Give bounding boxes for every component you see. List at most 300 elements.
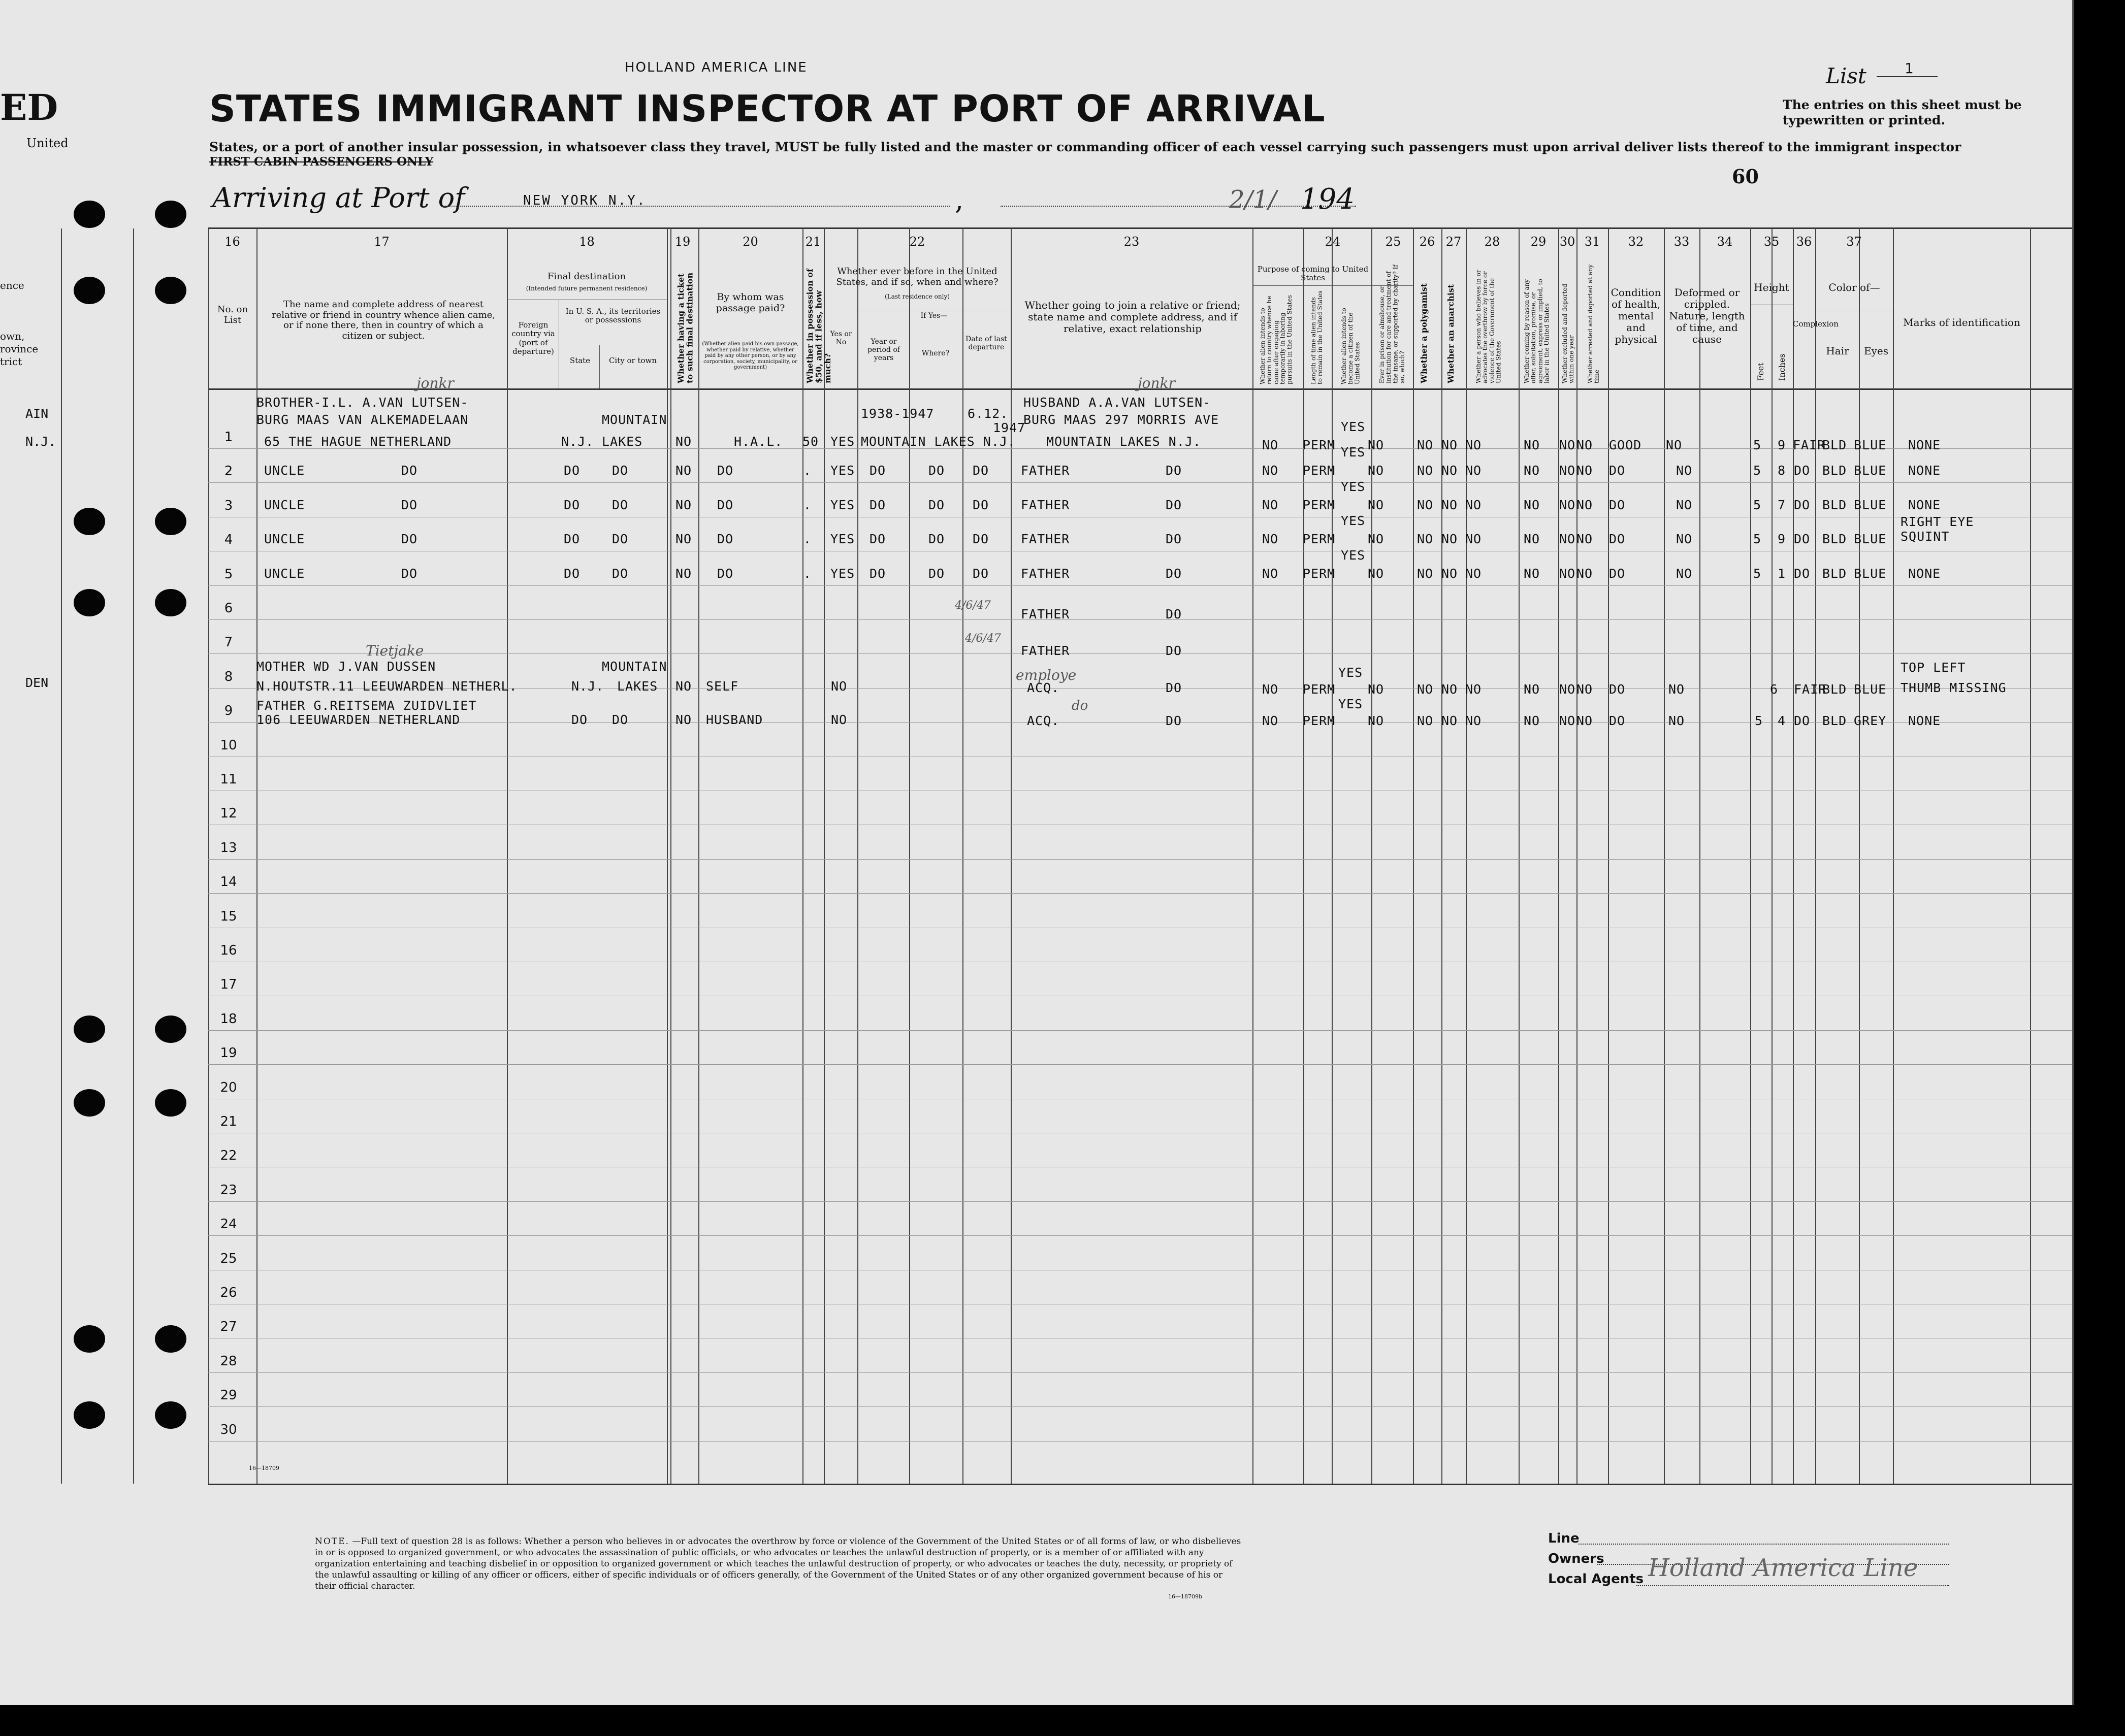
- entry-cell: DO: [1794, 498, 1811, 512]
- col-num: 37: [1846, 235, 1862, 249]
- row-number: 1: [224, 430, 233, 445]
- entry-cell: NO: [1668, 713, 1685, 728]
- col-num: 35: [1763, 235, 1780, 249]
- entry-cell: DO: [1609, 682, 1626, 697]
- annot-2: jonkr: [1138, 375, 1175, 391]
- entry-cell: NO: [1441, 682, 1458, 697]
- entry-cell: NO: [1465, 566, 1482, 581]
- arriving-label: Arriving at Port of: [212, 182, 465, 214]
- entry-cell: DO: [973, 566, 989, 581]
- entry-cell: DO: [401, 498, 418, 512]
- row-number: 13: [220, 840, 237, 856]
- entry-cell: NO: [1441, 566, 1458, 581]
- entry-cell: BLD: [1822, 532, 1847, 546]
- hdr-foreign-country: Foreign country via (port of departure): [511, 320, 555, 356]
- entry-cell: DO: [571, 712, 588, 727]
- entry-cell: 5: [1753, 566, 1762, 581]
- hdr-hair: Hair: [1826, 345, 1849, 357]
- row-number: 29: [220, 1388, 237, 1403]
- form-code-2: 16—18709b: [1168, 1593, 1203, 1600]
- entry-cell: DO: [612, 498, 629, 512]
- entry-cell: 5: [1753, 438, 1762, 452]
- entry-cell: NO: [1559, 566, 1576, 581]
- entry-cell: NO: [1368, 566, 1385, 581]
- typewritten-note: The entries on this sheet must be typewritten or printed.: [1783, 97, 2022, 127]
- entry-cell: LAKES: [602, 434, 643, 449]
- entry-cell: NO: [831, 712, 848, 727]
- row-number: 23: [220, 1183, 237, 1198]
- entry-cell: DO: [401, 463, 418, 478]
- entry-cell: FATHER: [1021, 566, 1070, 581]
- col-num: 29: [1530, 235, 1547, 249]
- entry-cell: NONE: [1908, 713, 1941, 728]
- entry-cell: 50: [802, 434, 819, 449]
- entry-cell: YES: [830, 463, 855, 478]
- hdr-purpose: Purpose of coming to United States: [1257, 265, 1369, 283]
- entry-cell: DO: [870, 463, 886, 478]
- entry-cell: DO: [973, 498, 989, 512]
- entry-cell: YES: [1341, 513, 1366, 528]
- entry-cell: FAIR: [1794, 682, 1827, 697]
- entry-cell: DO: [401, 566, 418, 581]
- entry-cell: PERM: [1303, 498, 1336, 512]
- entry-cell: NO: [1524, 566, 1540, 581]
- entry-cell: 1947: [993, 420, 1026, 435]
- stub-text-4: AIN: [25, 406, 49, 421]
- local-agents-signature: Holland America Line: [1648, 1554, 1918, 1582]
- row-divider: [208, 1201, 2072, 1202]
- footnote: [315, 1536, 1244, 1592]
- left-stub: [0, 0, 208, 1705]
- hdr-state: State: [569, 356, 591, 365]
- row-number: 5: [224, 567, 233, 582]
- hdr-ticket: Whether having a ticket to such final destination: [676, 272, 695, 383]
- entry-cell: BLUE: [1854, 498, 1887, 512]
- entry-cell: 9: [1778, 438, 1786, 452]
- footnote-label: NOTE.: [315, 1536, 349, 1547]
- port-value: NEW YORK N.Y.: [523, 193, 647, 208]
- form-code: 16—18709: [249, 1465, 279, 1471]
- col-num: 33: [1673, 235, 1690, 249]
- hdr-anarchist: Whether an anarchist: [1446, 284, 1456, 383]
- entry-cell: UNCLE: [264, 532, 305, 546]
- entry-cell: DO: [1794, 713, 1811, 728]
- entry-cell: NO: [1262, 682, 1279, 697]
- entry-cell: DO: [564, 532, 581, 546]
- entry-cell: NO: [675, 679, 692, 694]
- entry-cell: 7: [1778, 498, 1786, 512]
- entry-cell: NONE: [1908, 438, 1941, 452]
- entry-cell: TOP LEFT: [1901, 660, 1966, 675]
- col-num: 28: [1484, 235, 1500, 249]
- entry-cell: BURG MAAS VAN ALKEMADELAAN: [256, 412, 469, 427]
- entry-cell: NONE: [1908, 566, 1941, 581]
- entry-cell: DO: [717, 463, 734, 478]
- entry-cell: DO: [564, 463, 581, 478]
- hdr-date-departure: Date of last departure: [965, 335, 1007, 352]
- entry-cell: DO: [612, 463, 629, 478]
- entry-cell: NO: [1465, 532, 1482, 546]
- local-agents-label: Local Agents: [1548, 1571, 1644, 1587]
- entry-cell: 5: [1753, 498, 1762, 512]
- stub-title-fragment: ED: [0, 86, 58, 128]
- entry-cell: NO: [1368, 713, 1385, 728]
- hdr-height: Height: [1754, 281, 1789, 293]
- entry-cell: BLUE: [1854, 682, 1887, 697]
- entry-cell: NO: [1559, 438, 1576, 452]
- entry-cell: RIGHT EYE SQUINT: [1901, 514, 1974, 544]
- list-label: List: [1826, 63, 1866, 88]
- entry-cell: NO: [1441, 532, 1458, 546]
- entry-cell: NO: [1465, 438, 1482, 452]
- entry-cell: NO: [1262, 566, 1279, 581]
- entry-cell: BLD: [1822, 713, 1847, 728]
- entry-cell: PERM: [1303, 438, 1336, 452]
- entry-cell: NO: [1465, 713, 1482, 728]
- hdr-complexion: Complexion: [1793, 319, 1839, 329]
- row-number: 7: [224, 635, 233, 650]
- entry-cell: YES: [1341, 445, 1366, 460]
- entry-cell: 6.12.: [968, 406, 1009, 421]
- entry-cell: NO: [1262, 532, 1279, 546]
- entry-cell: .: [803, 566, 812, 581]
- entry-cell: FATHER G.REITSEMA ZUIDVLIET: [256, 698, 477, 713]
- entry-cell: FATHER: [1021, 532, 1070, 546]
- entry-cell: NO: [1368, 463, 1385, 478]
- entry-cell: NO: [1668, 682, 1685, 697]
- entry-cell: 106 LEEUWARDEN NETHERLAND: [256, 712, 461, 727]
- entry-cell: DO: [870, 532, 886, 546]
- hdr-polygamist: Whether a polygamist: [1419, 283, 1429, 383]
- row-number: 6: [224, 601, 233, 616]
- entry-cell: NO: [1465, 463, 1482, 478]
- entry-cell: MOTHER WD J.VAN DUSSEN: [256, 659, 436, 674]
- row-number: 8: [224, 669, 233, 684]
- entry-cell: 9: [1778, 532, 1786, 546]
- annot-4: employe: [1016, 667, 1077, 683]
- row-number: 12: [220, 806, 237, 821]
- hdr-purpose-a: Whether alien intends to return to country whence he came after engaging temporarily in laboring pursuits in the United States: [1259, 295, 1293, 384]
- entry-cell: N.J.: [561, 434, 594, 449]
- entry-cell: BLUE: [1854, 532, 1887, 546]
- row-divider: [208, 1372, 2072, 1373]
- entry-cell: NO: [1559, 713, 1576, 728]
- page-title: STATES IMMIGRANT INSPECTOR AT PORT OF ARRIVAL: [209, 87, 1326, 130]
- entry-cell: NO: [675, 434, 692, 449]
- entry-cell: 5: [1753, 463, 1762, 478]
- entry-cell: NO: [675, 498, 692, 512]
- entry-cell: NO: [1465, 498, 1482, 512]
- hdr-if-yes: If Yes—: [920, 312, 948, 320]
- entry-cell: PERM: [1303, 463, 1336, 478]
- entry-cell: BLD: [1822, 682, 1847, 697]
- entry-cell: YES: [830, 566, 855, 581]
- row-number: 30: [220, 1422, 237, 1437]
- row-divider: [208, 722, 2072, 723]
- entry-cell: YES: [830, 532, 855, 546]
- annot-7: 4/6/47: [965, 632, 1001, 645]
- entry-cell: NO: [675, 712, 692, 727]
- row-divider: [208, 893, 2072, 894]
- class-stamp: FIRST CABIN PASSENGERS ONLY: [209, 155, 434, 169]
- entry-cell: BLD: [1822, 463, 1847, 478]
- entry-cell: PERM: [1303, 532, 1336, 546]
- row-divider: [208, 1441, 2072, 1442]
- entry-cell: BLUE: [1854, 566, 1887, 581]
- entry-cell: SELF: [706, 679, 739, 694]
- col-num: 16: [224, 235, 240, 249]
- entry-cell: GOOD: [1609, 438, 1642, 452]
- entry-cell: NO: [675, 566, 692, 581]
- entry-cell: 65 THE HAGUE NETHERLAND: [264, 434, 452, 449]
- entry-cell: DO: [612, 566, 629, 581]
- hdr-inches: Inches: [1777, 353, 1787, 381]
- entry-cell: BROTHER-I.L. A.VAN LUTSEN-: [256, 395, 469, 410]
- row-number: 2: [224, 464, 233, 479]
- entry-cell: 5: [1755, 713, 1763, 728]
- entry-cell: YES: [1338, 665, 1363, 680]
- col-num: 21: [805, 235, 821, 249]
- entry-cell: NO: [1576, 532, 1593, 546]
- hdr-purpose-b: Length of time alien intends to remain in the United States: [1310, 290, 1324, 384]
- entry-cell: NO: [1441, 438, 1458, 452]
- entry-cell: BLD: [1822, 566, 1847, 581]
- row-number: 28: [220, 1354, 237, 1369]
- entry-cell: DO: [1794, 532, 1811, 546]
- entry-cell: HUSBAND A.A.VAN LUTSEN-: [1023, 395, 1211, 410]
- line-label: Line: [1548, 1531, 1580, 1546]
- entry-cell: .: [803, 463, 812, 478]
- col-num: 30: [1559, 235, 1575, 249]
- col-num: 20: [743, 235, 758, 249]
- col-num: 24: [1325, 235, 1341, 249]
- entry-cell: YES: [830, 434, 855, 449]
- row-number: 20: [220, 1080, 237, 1095]
- entry-cell: UNCLE: [264, 566, 305, 581]
- row-divider: [208, 619, 2072, 620]
- entry-cell: DO: [1794, 463, 1811, 478]
- entry-cell: DO: [870, 566, 886, 581]
- entry-cell: YES: [1341, 419, 1366, 434]
- entry-cell: NO: [1576, 682, 1593, 697]
- entry-cell: 8: [1778, 463, 1786, 478]
- entry-cell: DO: [928, 463, 945, 478]
- entry-cell: 6: [1770, 682, 1779, 697]
- entry-cell: H.A.L.: [734, 434, 783, 449]
- hdr-year-period: Year or period of years: [867, 338, 900, 363]
- date-handwritten: 2/1/: [1229, 185, 1277, 214]
- entry-cell: NO: [1559, 498, 1576, 512]
- entry-cell: NO: [1441, 498, 1458, 512]
- row-divider: [208, 585, 2072, 586]
- entry-cell: PERM: [1303, 713, 1336, 728]
- entry-cell: DO: [1166, 532, 1182, 546]
- row-number: 10: [220, 738, 237, 753]
- row-number: 11: [220, 772, 237, 787]
- row-divider: [208, 653, 2072, 654]
- row-divider: [208, 1406, 2072, 1407]
- row-number: 25: [220, 1251, 237, 1266]
- entry-cell: NO: [1417, 713, 1434, 728]
- stub-text-6: DEN: [25, 675, 49, 690]
- entry-cell: NO: [831, 679, 848, 694]
- hdr-in-usa: In U. S. A., its territories or possessions: [565, 307, 661, 325]
- entry-cell: NO: [675, 463, 692, 478]
- entry-cell: NO: [1559, 463, 1576, 478]
- entry-cell: ACQ.: [1027, 713, 1060, 728]
- entry-cell: NO: [1576, 463, 1593, 478]
- entry-cell: HUSBAND: [706, 712, 763, 727]
- row-number: 14: [220, 874, 237, 890]
- col-num: 23: [1123, 235, 1140, 249]
- entry-cell: DO: [928, 566, 945, 581]
- annot-5: do: [1072, 698, 1088, 713]
- entry-cell: DO: [928, 532, 945, 546]
- entry-cell: NO: [1559, 682, 1576, 697]
- col-num: 27: [1445, 235, 1462, 249]
- entry-cell: NO: [1576, 713, 1593, 728]
- col-num: 22: [909, 235, 925, 249]
- hdr-final-destination: Final destination: [547, 271, 626, 282]
- entry-cell: NO: [1368, 682, 1385, 697]
- entry-cell: DO: [1166, 566, 1182, 581]
- hdr-condition: Condition of health, mental and physical: [1611, 286, 1661, 345]
- entry-cell: BURG MAAS 297 MORRIS AVE: [1023, 412, 1219, 427]
- entry-cell: NO: [1524, 438, 1540, 452]
- row-divider: [208, 1030, 2072, 1031]
- entry-cell: DO: [1609, 713, 1626, 728]
- entry-cell: .: [803, 532, 812, 546]
- line-header: HOLLAND AMERICA LINE: [625, 60, 808, 75]
- stub-text-5: N.J.: [25, 434, 56, 449]
- annot-1: jonkr: [416, 375, 454, 391]
- annot-3: Tietjake: [366, 642, 424, 659]
- hdr-purpose-c: Whether alien intends to become a citizen of the United States: [1340, 308, 1361, 384]
- hdr-contract-labor: Whether coming by reason of any offer, solicitation, promise, or agreement, express or implied, to labor in the United States: [1523, 279, 1551, 383]
- entry-cell: BLD: [1822, 498, 1847, 512]
- entry-cell: NO: [675, 532, 692, 546]
- entry-cell: NO: [1262, 463, 1279, 478]
- hdr-relative: The name and complete address of nearest relative or friend in country whence alien came, or if none there, then in country of which a citizen or subject.: [271, 299, 496, 342]
- row-number: 21: [220, 1114, 237, 1129]
- entry-cell: NO: [1417, 498, 1434, 512]
- hdr-overthrow: Whether a person who believes in or advocates the overthrow by force or violence of the Government of the United States: [1475, 270, 1502, 383]
- col-num: 36: [1796, 235, 1812, 249]
- entry-cell: DO: [973, 463, 989, 478]
- entry-cell: PERM: [1303, 566, 1336, 581]
- hdr-marks: Marks of identification: [1903, 316, 2020, 329]
- entry-cell: NONE: [1908, 498, 1941, 512]
- entry-cell: UNCLE: [264, 498, 305, 512]
- hdr-last-residence: (Last residence only): [885, 293, 950, 300]
- entry-cell: NONE: [1908, 463, 1941, 478]
- entry-cell: DO: [973, 532, 989, 546]
- entry-cell: NO: [1576, 438, 1593, 452]
- entry-cell: NO: [1262, 438, 1279, 452]
- entry-cell: NO: [1676, 463, 1693, 478]
- row-number: 24: [220, 1217, 237, 1232]
- entry-cell: MOUNTAIN: [602, 659, 667, 674]
- entry-cell: DO: [1166, 463, 1182, 478]
- entry-cell: NO: [1417, 566, 1434, 581]
- entry-cell: DO: [564, 566, 581, 581]
- entry-cell: FAIR: [1793, 438, 1826, 452]
- entry-cell: 5: [1753, 532, 1762, 546]
- entry-cell: DO: [401, 532, 418, 546]
- hdr-feet: Feet: [1756, 363, 1765, 381]
- annot-6: 4/6/47: [955, 599, 991, 612]
- entry-cell: NO: [1368, 532, 1385, 546]
- stub-text-1: United: [26, 136, 69, 150]
- entry-cell: GREY: [1854, 713, 1887, 728]
- entry-cell: FATHER: [1021, 607, 1070, 621]
- entry-cell: FATHER: [1021, 498, 1070, 512]
- entry-cell: UNCLE: [264, 463, 305, 478]
- entry-cell: NO: [1465, 682, 1482, 697]
- entry-cell: NO: [1417, 682, 1434, 697]
- hdr-excluded: Whether excluded and deported within one year: [1561, 283, 1575, 383]
- col-num: 17: [374, 235, 390, 249]
- row-number: 27: [220, 1319, 237, 1334]
- hdr-city: City or town: [608, 356, 657, 365]
- row-number: 15: [220, 909, 237, 924]
- row-number: 17: [220, 977, 237, 992]
- hdr-ever-before: Whether ever before in the United States, and if so, when and where?: [836, 266, 999, 287]
- entry-cell: DO: [1609, 566, 1626, 581]
- entry-cell: DO: [1166, 498, 1182, 512]
- entry-cell: DO: [1609, 498, 1626, 512]
- col-num: 34: [1717, 235, 1733, 249]
- row-number: 4: [224, 532, 233, 547]
- row-number: 16: [220, 943, 237, 958]
- entry-cell: NO: [1676, 532, 1693, 546]
- entry-cell: NO: [1666, 438, 1683, 452]
- entry-cell: YES: [1341, 479, 1366, 494]
- sheet-number: 60: [1732, 165, 1759, 188]
- entry-cell: NO: [1524, 682, 1540, 697]
- entry-cell: NO: [1524, 498, 1540, 512]
- entry-cell: NO: [1524, 713, 1540, 728]
- entry-cell: DO: [1166, 607, 1182, 621]
- hdr-no-on-list: No. on List: [217, 304, 248, 325]
- col-num: 26: [1419, 235, 1435, 249]
- entry-cell: DO: [1794, 566, 1811, 581]
- hdr-eyes: Eyes: [1864, 345, 1888, 357]
- entry-cell: NO: [1441, 463, 1458, 478]
- stub-text-2: ence: [0, 279, 24, 291]
- entry-cell: YES: [1338, 697, 1363, 711]
- entry-cell: NO: [1417, 463, 1434, 478]
- entry-cell: NO: [1417, 438, 1434, 452]
- entry-cell: NO: [1676, 566, 1693, 581]
- entry-cell: THUMB MISSING: [1901, 680, 2007, 695]
- entry-cell: BLUE: [1854, 463, 1887, 478]
- row-number: 19: [220, 1045, 237, 1061]
- col-num: 32: [1628, 235, 1644, 249]
- entry-cell: NO: [1417, 532, 1434, 546]
- entry-cell: 1: [1778, 566, 1786, 581]
- entry-cell: DO: [717, 566, 734, 581]
- entry-cell: 1938-1947: [861, 406, 935, 421]
- entry-cell: DO: [1166, 643, 1182, 658]
- hdr-where: Where?: [921, 349, 950, 357]
- entry-cell: DO: [870, 498, 886, 512]
- entry-cell: MOUNTAIN LAKES N.J.: [861, 434, 1016, 449]
- entry-cell: MOUNTAIN: [602, 412, 667, 427]
- entry-cell: NO: [1262, 713, 1279, 728]
- comma: ,: [955, 184, 964, 216]
- entry-cell: NO: [1524, 532, 1540, 546]
